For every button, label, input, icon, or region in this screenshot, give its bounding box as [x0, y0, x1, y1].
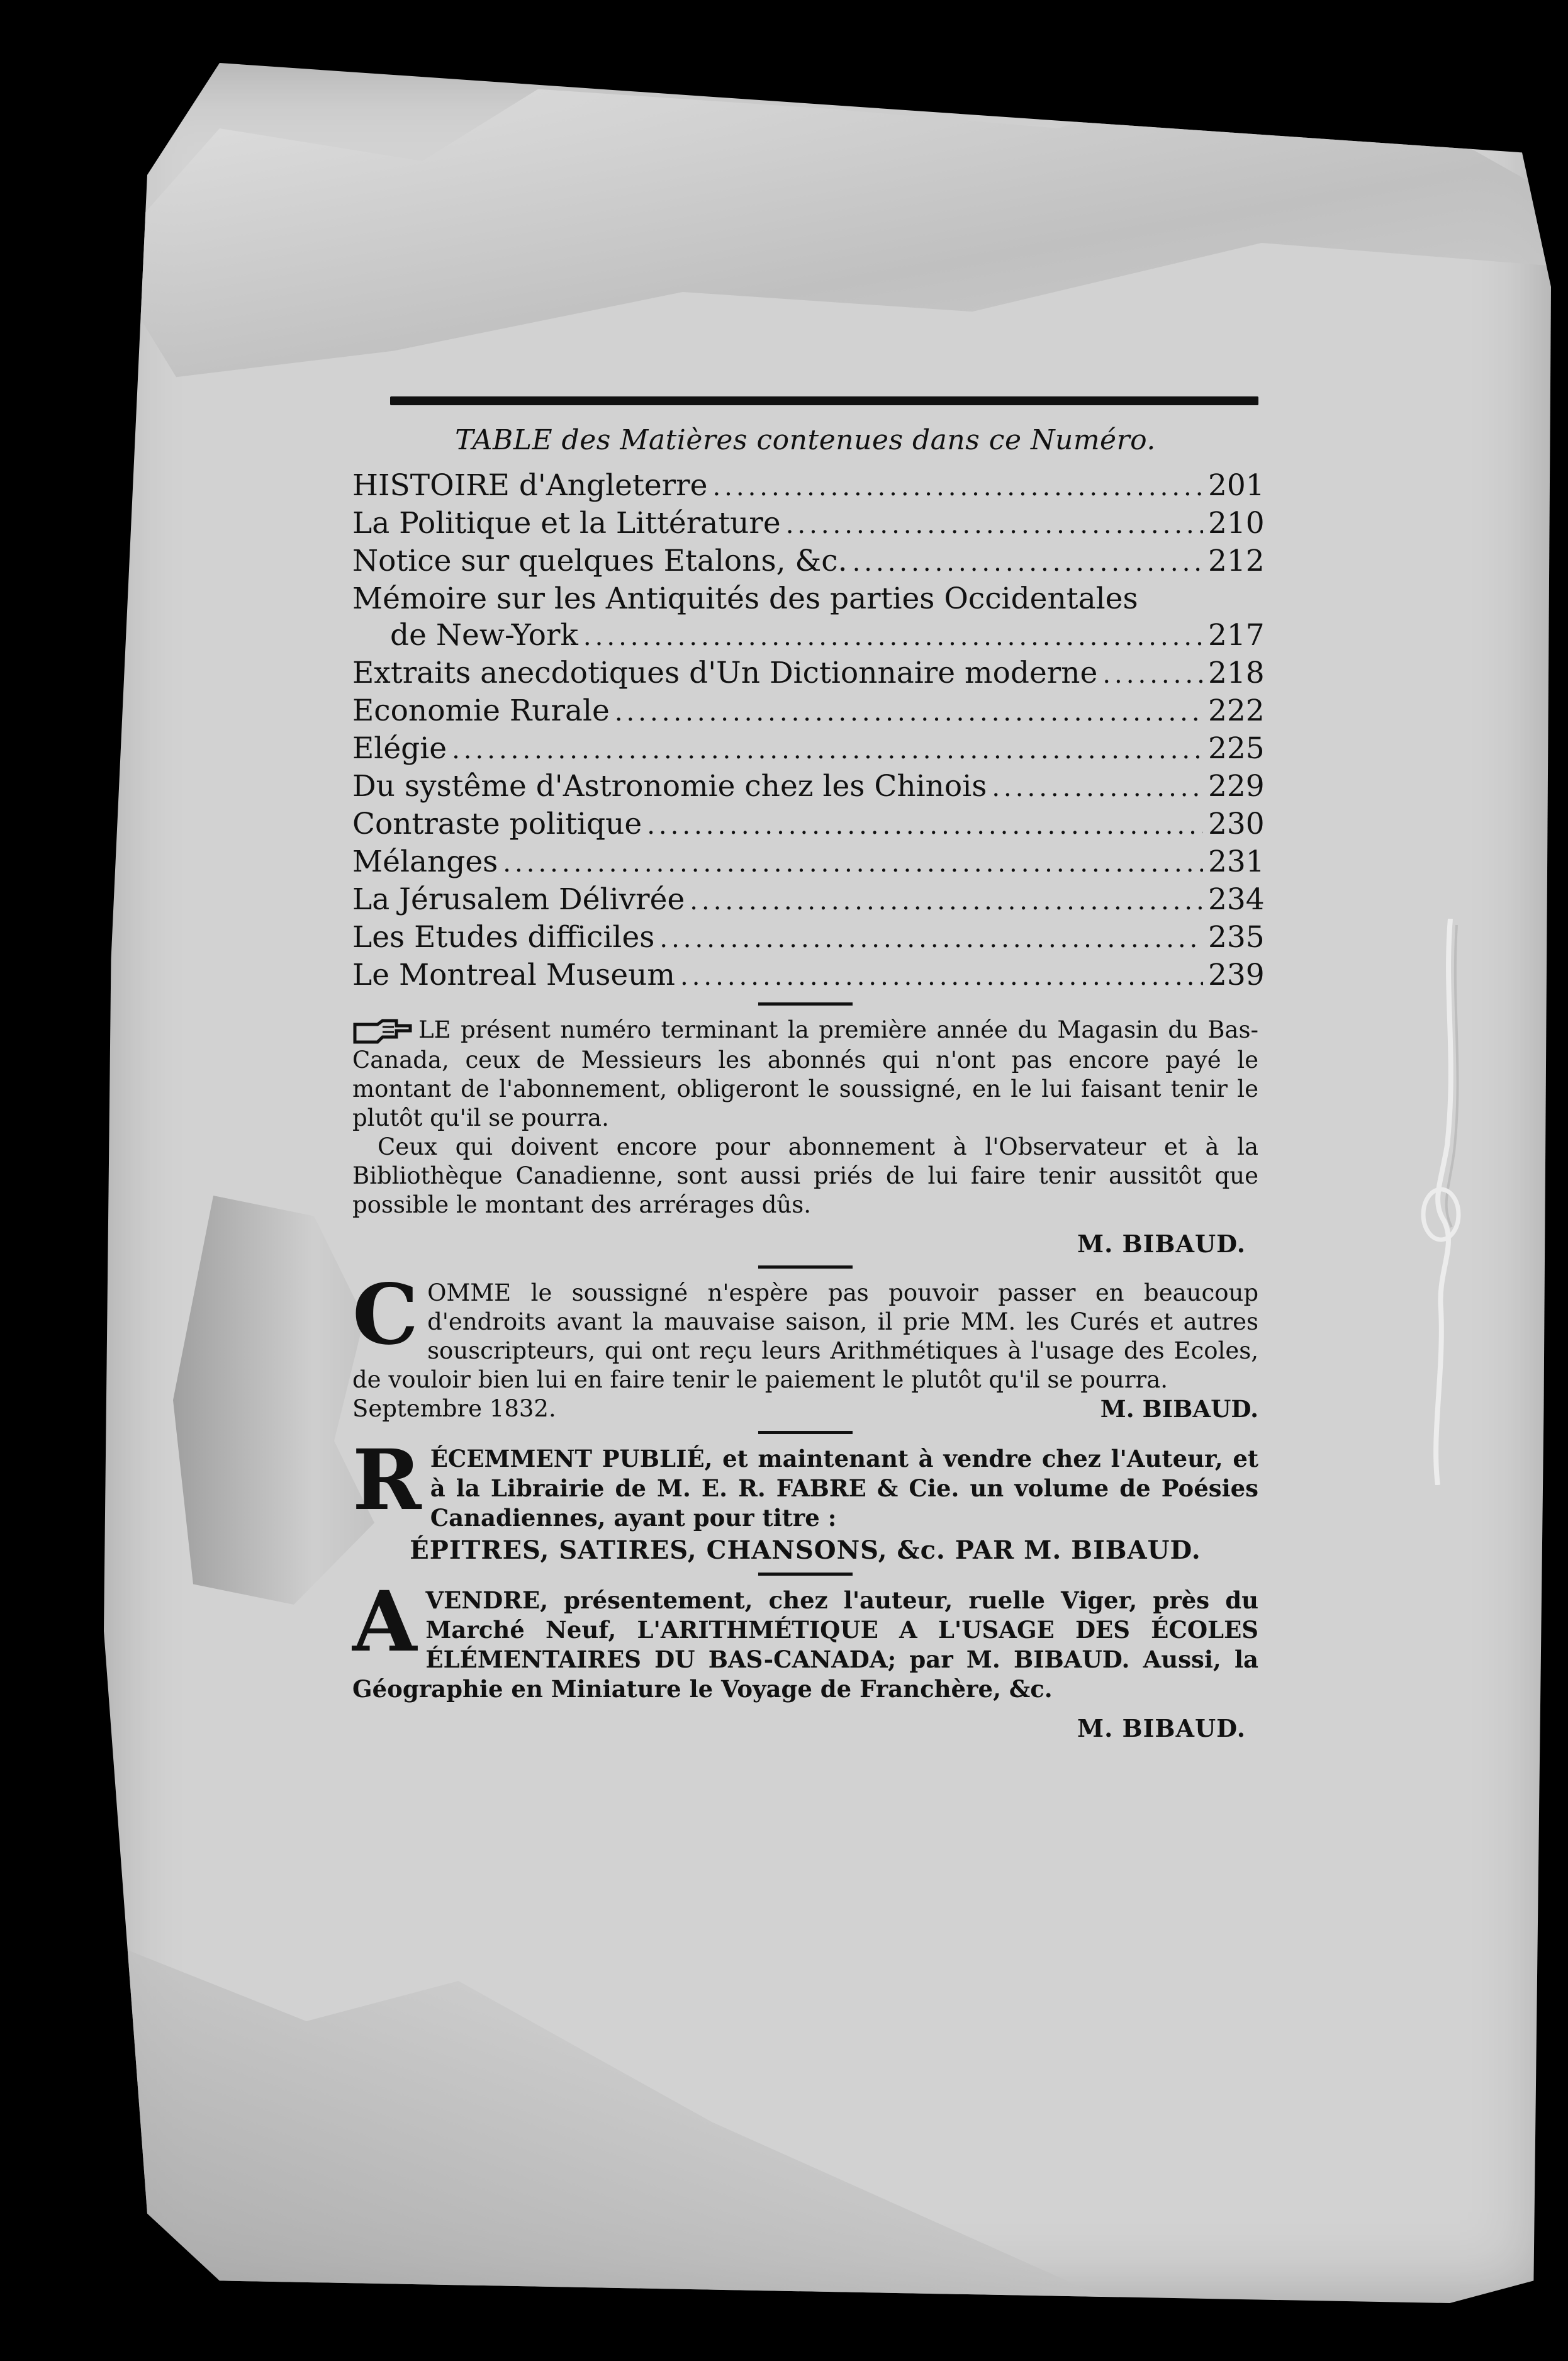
toc-entry-page: 231: [1208, 844, 1265, 879]
toc-entry: [352, 543, 1265, 581]
signature: M. BIBAUD.: [1100, 1394, 1258, 1423]
toc-entry: [352, 731, 1265, 768]
toc-entry-page: 222: [1208, 693, 1265, 728]
toc-leader: [992, 770, 1203, 806]
toc-entry-page: 230: [1208, 807, 1265, 841]
toc-list: [352, 468, 1265, 995]
toc-entry: [352, 655, 1265, 693]
toc-entry-page: 239: [1208, 958, 1265, 992]
notice-paragraph: [352, 1265, 1258, 1394]
notice-paragraph: [352, 1431, 1258, 1533]
toc-entry-page: 229: [1208, 769, 1265, 804]
notice-sale: [352, 1573, 1258, 1742]
notice-date: Septembre 1832.: [352, 1394, 556, 1422]
toc-entry-page: 234: [1208, 882, 1265, 917]
notice-poetry-publication: [352, 1431, 1258, 1565]
notice-sale-text: VENDRE, présentement, chez l'auteur, ruelle Viger, près du Marché Neuf, L'ARITHMÉTIQUE A L'USAGE DES ÉCOLES ÉLÉMENTAIRES DU BAS-CANADA; par M. BIBAUD. Aussi, la Géographie en Miniature le Voyage de Franchère, &c.: [352, 1586, 1258, 1703]
notice-paragraph: [352, 1573, 1258, 1704]
toc-leader: [659, 921, 1203, 957]
toc-entry-label: La Politique et la Littérature: [352, 506, 781, 541]
toc-entry-label: Contraste politique: [352, 807, 642, 841]
toc-entry: [352, 957, 1265, 995]
notice-arrears-text: Ceux qui doivent encore pour abonnement à l'Observateur et à la Bibliothèque Canadienne, sont aussi priés de lui faire tenir aussitôt que possible le montant des arrérages dûs.: [352, 1133, 1258, 1218]
toc-entry-page: 212: [1208, 544, 1265, 578]
toc-leader: [1102, 656, 1203, 693]
toc-entry-label: La Jérusalem Délivrée: [352, 882, 685, 917]
toc-leader: [680, 958, 1203, 995]
toc-entry-page: 210: [1208, 506, 1265, 541]
toc-entry: [352, 806, 1265, 844]
drop-cap: C: [352, 1265, 419, 1364]
notice-paragraph: [352, 1133, 1258, 1220]
paper-wrapper-fold-bottom: [104, 1900, 1117, 2303]
notice-subscription: [352, 1016, 1258, 1258]
toc-entry-page: 217: [1208, 618, 1265, 653]
date-signature-row: [352, 1394, 1258, 1423]
drop-cap: A: [352, 1573, 417, 1671]
toc-entry: [352, 693, 1265, 731]
toc-entry: [352, 768, 1265, 806]
toc-entry: [352, 581, 1258, 617]
toc-leader: [647, 807, 1203, 844]
toc-entry-label: Economie Rurale: [352, 693, 610, 728]
toc-entry-page: 225: [1208, 731, 1265, 766]
toc-entry: [352, 505, 1265, 543]
toc-entry-label: Elégie: [352, 731, 447, 766]
section-divider: [758, 1002, 853, 1006]
toc-entry-page: 218: [1208, 656, 1265, 690]
toc-entry-label: Extraits anecdotiques d'Un Dictionnaire moderne: [352, 656, 1098, 690]
paper-tear: [173, 1196, 374, 1605]
toc-entry: [352, 468, 1265, 505]
top-rule: [390, 396, 1258, 405]
toc-leader: [786, 507, 1203, 543]
signature: M. BIBAUD.: [1077, 1713, 1246, 1742]
section-divider: [758, 1431, 853, 1434]
toc-entry-label: Notice sur quelques Etalons, &c.: [352, 544, 848, 578]
toc-entry: [352, 617, 1265, 655]
toc-leader: [583, 619, 1203, 655]
pointing-hand-icon: [352, 1018, 412, 1046]
toc-entry: [352, 919, 1265, 957]
paper-wrapper-fold-top: [104, 63, 1551, 390]
toc-entry-label: Les Etudes difficiles: [352, 920, 655, 955]
toc-leader: [853, 544, 1203, 581]
toc-leader: [712, 469, 1203, 505]
toc-title: TABLE des Matières contenues dans ce Numéro.: [455, 424, 1156, 456]
binding-string-icon: [1419, 919, 1469, 1485]
toc-entry: [352, 882, 1265, 919]
toc-entry-label: Le Montreal Museum: [352, 958, 675, 992]
toc-leader: [503, 845, 1203, 882]
toc-entry-label: Du systême d'Astronomie chez les Chinois: [352, 769, 987, 804]
notice-arithmetic-payment: [352, 1265, 1258, 1423]
notice-subscription-text: LE présent numéro terminant la première année du Magasin du Bas-Canada, ceux de Messieurs les abonnés qui n'ont pas encore payé le montant de l'abonnement, obligeront le soussigné, en le lui faisant tenir le plutôt qu'il se pourra.: [352, 1016, 1258, 1131]
notice-paragraph: [352, 1016, 1258, 1133]
notice-poetry-text: ÉCEMMENT PUBLIÉ, et maintenant à vendre chez l'Auteur, et à la Librairie de M. E. R. FABRE & Cie. un volume de Poésies Canadiennes, ayant pour titre :: [430, 1444, 1258, 1532]
signature: M. BIBAUD.: [1077, 1229, 1246, 1258]
document-text: [352, 396, 1265, 1746]
toc-entry-label: de New-York: [390, 618, 578, 653]
poetry-title-line: ÉPITRES, SATIRES, CHANSONS, &c. PAR M. BIBAUD.: [410, 1535, 1201, 1565]
section-divider: [758, 1573, 853, 1576]
section-divider: [758, 1265, 853, 1269]
drop-cap: R: [352, 1431, 422, 1529]
toc-entry-page: 235: [1208, 920, 1265, 955]
toc-entry-label: Mémoire sur les Antiquités des parties Occidentales: [352, 581, 1138, 616]
toc-entry-page: 201: [1208, 468, 1265, 503]
toc-leader: [452, 732, 1203, 768]
toc-leader: [615, 694, 1203, 731]
toc-leader: [690, 883, 1203, 919]
toc-entry-label: HISTOIRE d'Angleterre: [352, 468, 708, 503]
notice-payment-text: OMME le soussigné n'espère pas pouvoir passer en beaucoup d'endroits avant la mauvaise saison, il prie MM. les Curés et autres souscripteurs, qui ont reçu leurs Arithmétiques à l'usage des Ecoles, de vouloir bien lui en faire tenir le paiement le plutôt qu'il se pourra.: [352, 1279, 1258, 1393]
toc-entry: [352, 844, 1265, 882]
toc-entry-label: Mélanges: [352, 844, 498, 879]
